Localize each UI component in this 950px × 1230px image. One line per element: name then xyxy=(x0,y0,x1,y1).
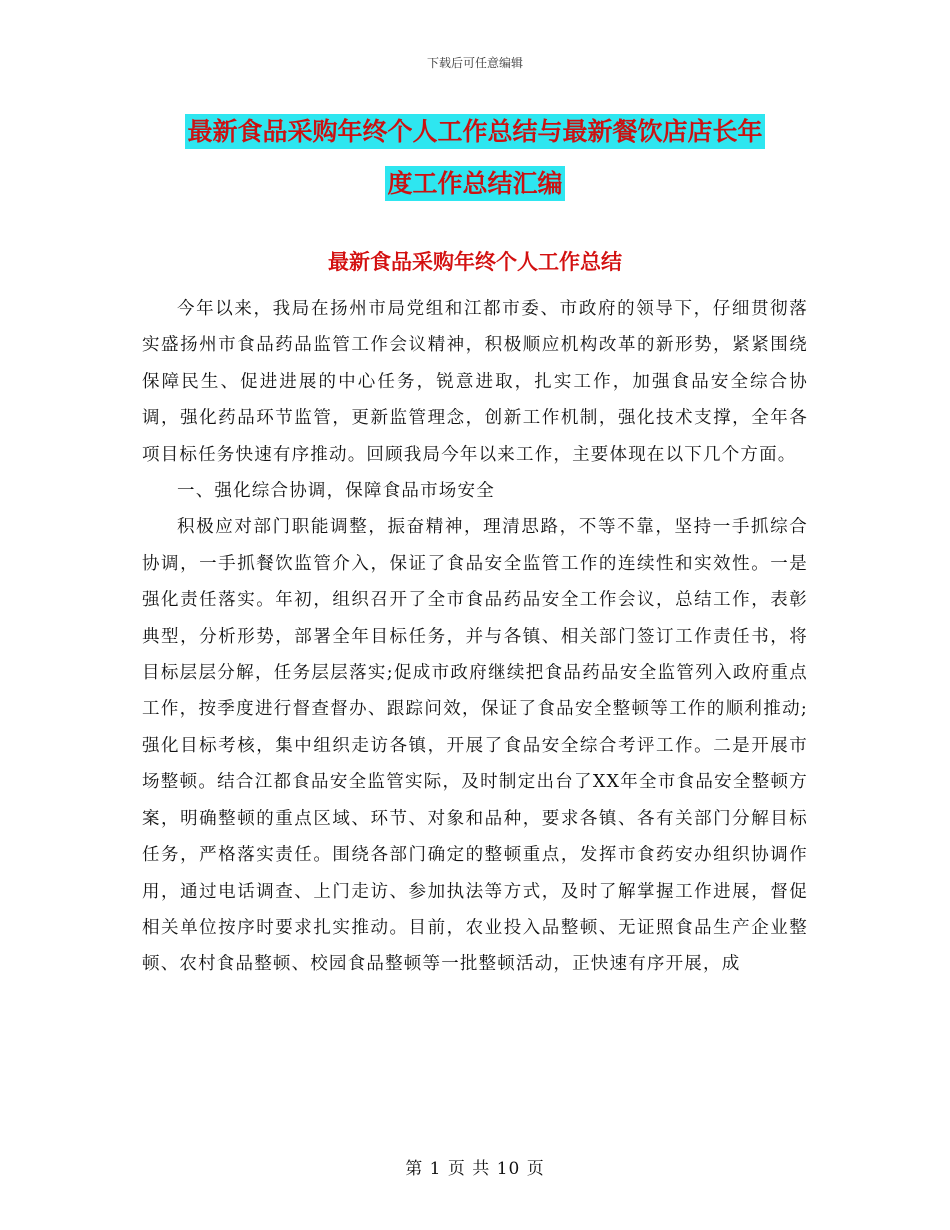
section-title: 最新食品采购年终个人工作总结 xyxy=(328,250,622,274)
paragraph-intro: 今年以来，我局在扬州市局党组和江都市委、市政府的领导下，仔细贯彻落实盛扬州市食品药品监管工作会议精神，积极顺应机构改革的新形势，紧紧围绕保障民生、促进进展的中心任务，锐意进取，扎实工作，加强食品安全综合协调，强化药品环节监管，更新监管理念，创新工作机制，强化技术支撑，全年各项目标任务快速有序推动。回顾我局今年以来工作，主要体现在以下几个方面。 xyxy=(142,299,808,465)
page-footer: 第 1 页 共 10 页 xyxy=(405,1159,545,1179)
paragraph-heading-1: 一、强化综合协调，保障食品市场安全 xyxy=(177,481,495,502)
document-title-line-1: 最新食品采购年终个人工作总结与最新餐饮店店长年 xyxy=(185,114,764,149)
header-note: 下载后可任意编辑 xyxy=(426,56,523,70)
document-title xyxy=(0,106,950,210)
document-title-line-2: 度工作总结汇编 xyxy=(385,166,564,201)
paragraph-coordination: 积极应对部门职能调整，振奋精神，理清思路，不等不靠，坚持一手抓综合协调，一手抓餐饮监管介入，保证了食品安全监管工作的连续性和实效性。一是强化责任落实。年初，组织召开了全市食品药品安全工作会议，总结工作，表彰典型，分析形势，部署全年目标任务，并与各镇、相关部门签订工作责任书，将目标层层分解，任务层层落实;促成市政府继续把食品药品安全监管列入政府重点工作，按季度进行督查督办、跟踪问效，保证了食品安全整顿等工作的顺利推动;强化目标考核，集中组织走访各镇，开展了食品安全综合考评工作。二是开展市场整顿。结合江都食品安全监管实际，及时制定出台了XX年全市食品安全整顿方案，明确整顿的重点区域、环节、对象和品种，要求各镇、各有关部门分解目标任务，严格落实责任。围绕各部门确定的整顿重点，发挥市食药安办组织协调作用，通过电话调查、上门走访、参加执法等方式，及时了解掌握工作进展，督促相关单位按序时要求扎实推动。目前，农业投入品整顿、无证照食品生产企业整顿、农村食品整顿、校园食品整顿等一批整顿活动，正快速有序开展，成 xyxy=(142,517,808,975)
body-text xyxy=(142,291,808,983)
